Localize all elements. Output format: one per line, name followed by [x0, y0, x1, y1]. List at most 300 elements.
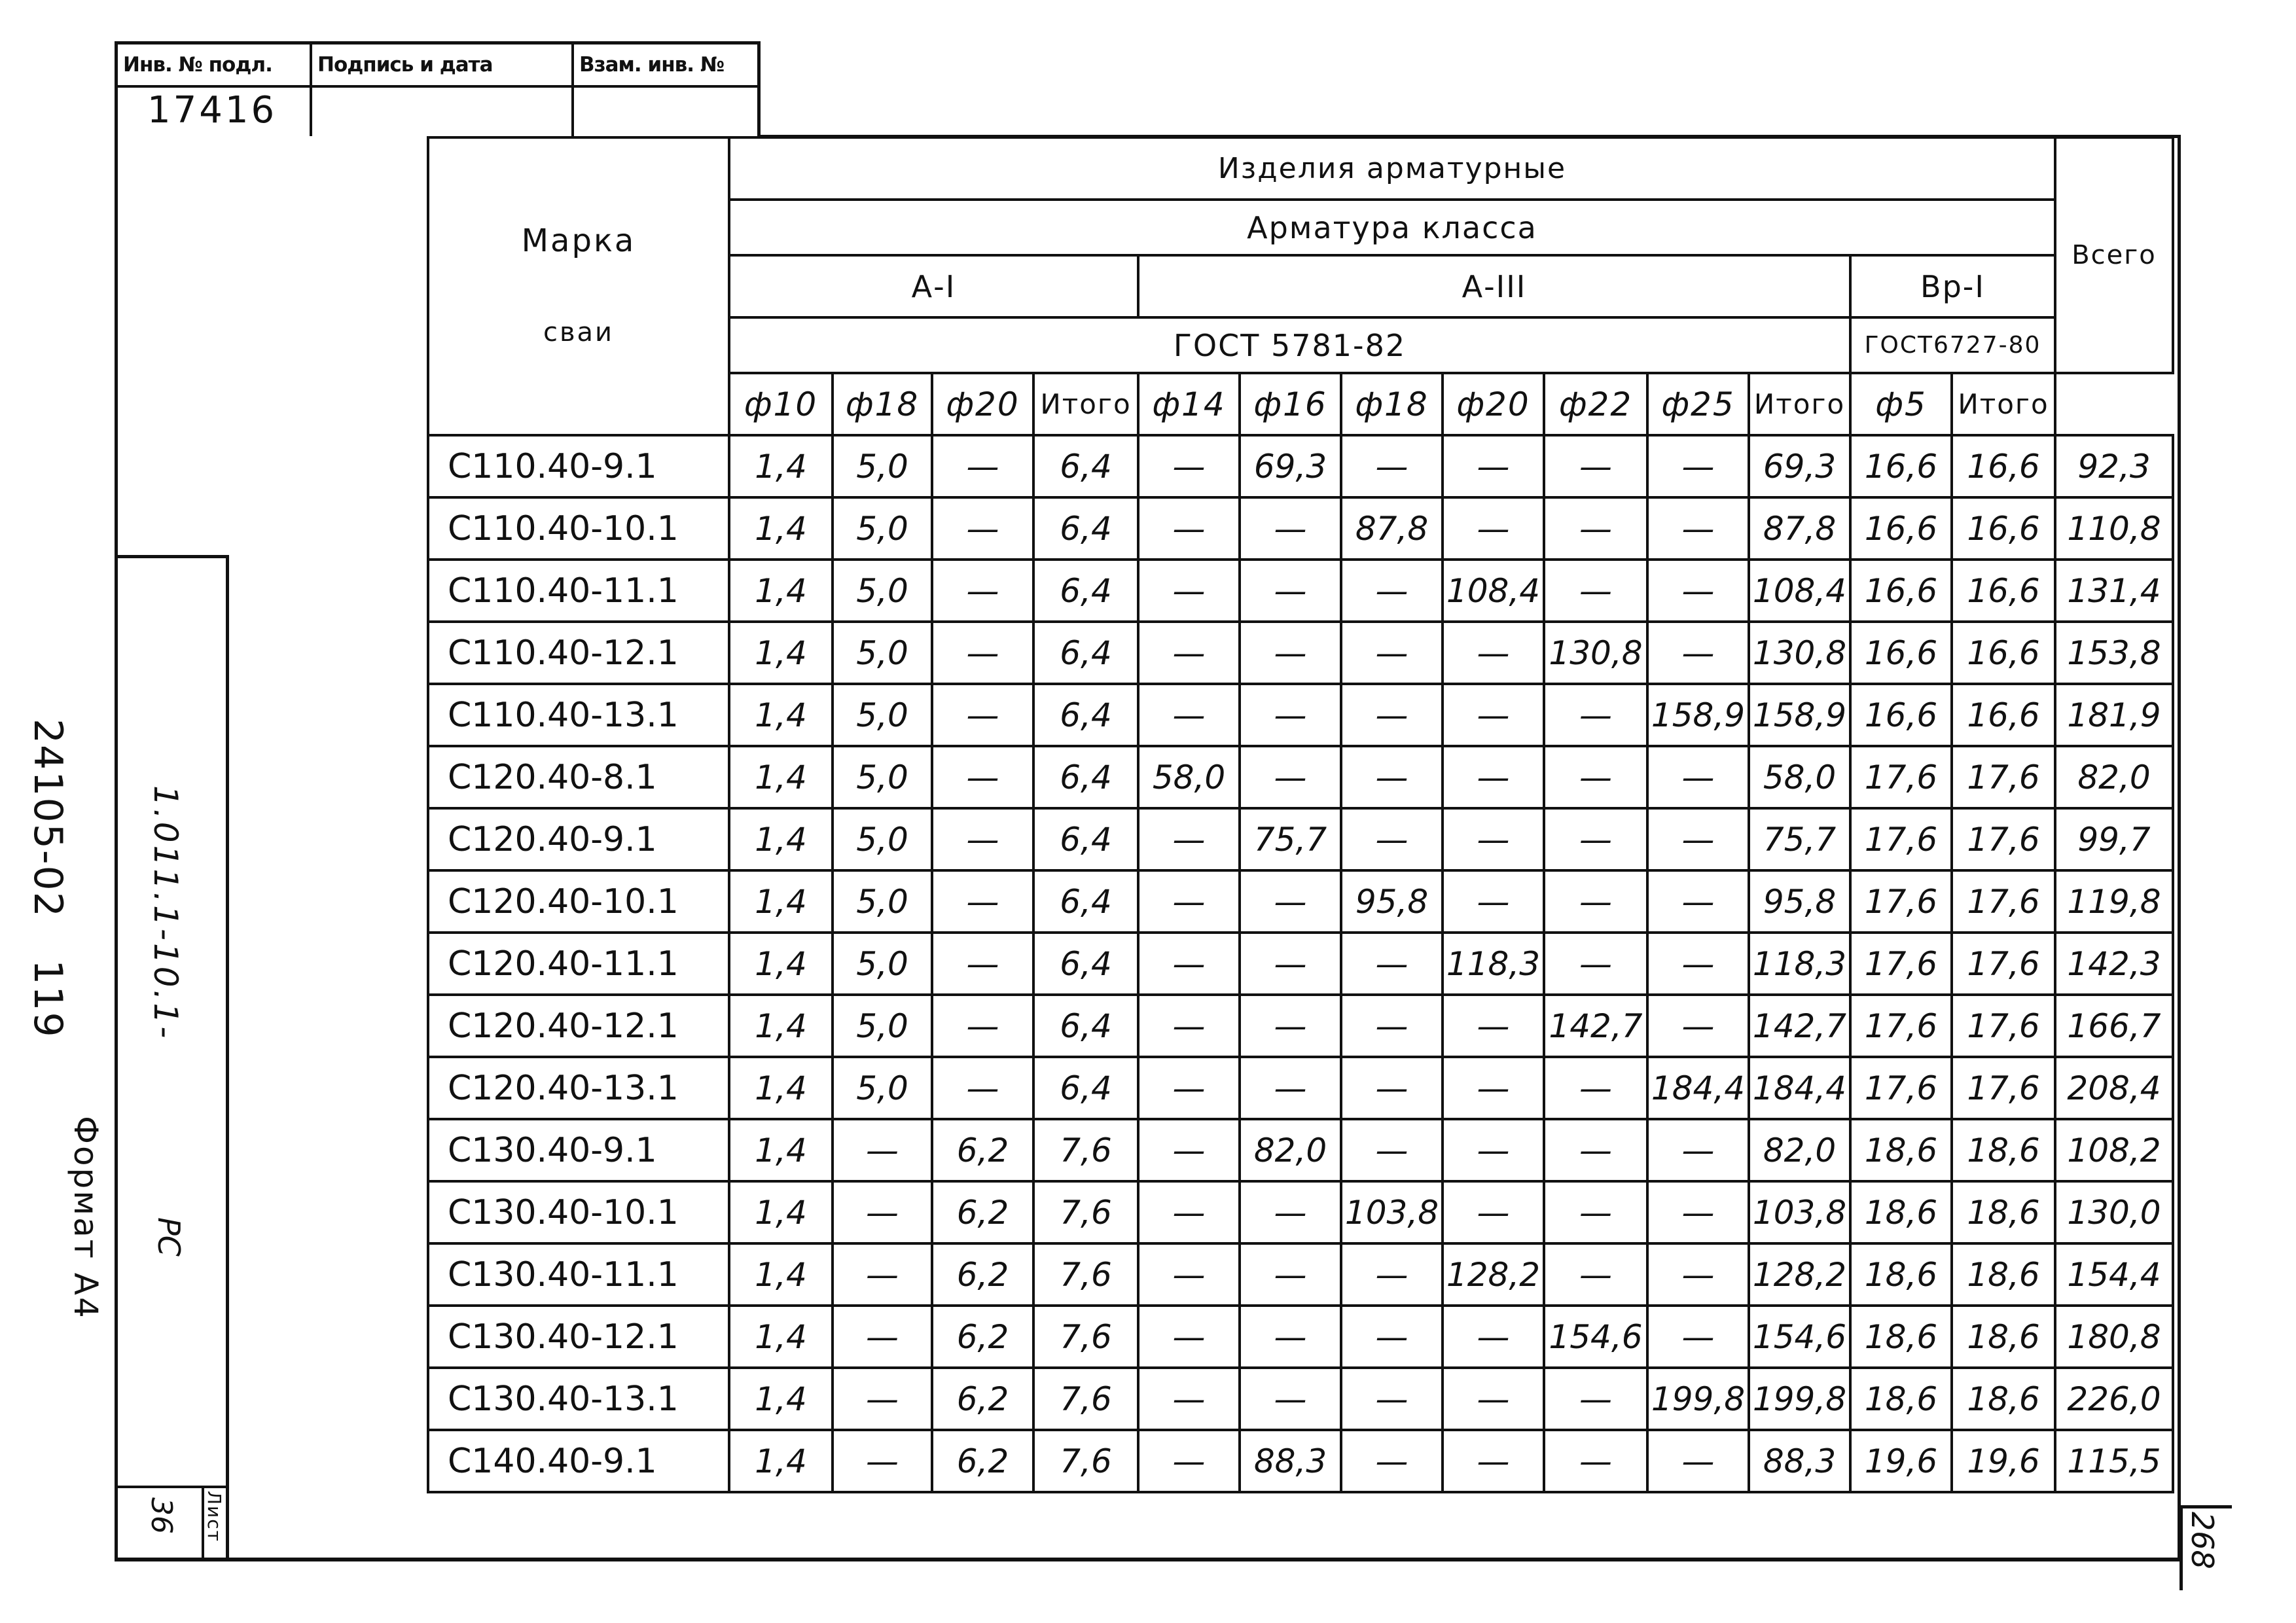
mass-cell: —: [932, 435, 1033, 497]
pile-mark-cell: С120.40-8.1: [428, 746, 729, 808]
mass-cell: 6,4: [1033, 1057, 1138, 1119]
mass-cell: —: [1341, 746, 1443, 808]
mass-cell: 1,4: [729, 1243, 833, 1306]
mass-cell: 131,4: [2055, 560, 2173, 622]
mass-cell: 199,8: [1647, 1368, 1749, 1430]
mass-cell: 16,6: [1850, 622, 1952, 684]
mass-cell: —: [1341, 808, 1443, 870]
mark-header: [428, 137, 729, 435]
mass-cell: —: [932, 808, 1033, 870]
mass-cell: —: [1138, 1119, 1240, 1181]
mass-cell: 1,4: [729, 1430, 833, 1492]
mass-cell: 6,2: [932, 1243, 1033, 1306]
table-row: [428, 933, 2173, 995]
document-code: [25, 719, 71, 1039]
mass-cell: 18,6: [1850, 1119, 1952, 1181]
mass-cell: 184,4: [1749, 1057, 1850, 1119]
mass-cell: —: [1647, 435, 1749, 497]
stamp-cell-replace: [574, 45, 761, 136]
mass-cell: —: [1647, 622, 1749, 684]
pile-mark-cell: С120.40-10.1: [428, 870, 729, 933]
col-d18-a1: ф18: [833, 373, 932, 435]
mass-cell: 17,6: [1850, 995, 1952, 1057]
mass-cell: 130,8: [1544, 622, 1647, 684]
mass-cell: 1,4: [729, 808, 833, 870]
mass-cell: —: [833, 1368, 932, 1430]
pile-mark-cell: С120.40-9.1: [428, 808, 729, 870]
mass-cell: —: [1443, 1181, 1544, 1243]
mass-cell: —: [1341, 933, 1443, 995]
mass-cell: 180,8: [2055, 1306, 2173, 1368]
mass-cell: —: [1647, 995, 1749, 1057]
mass-cell: 82,0: [2055, 746, 2173, 808]
mass-cell: —: [932, 933, 1033, 995]
mass-cell: 95,8: [1341, 870, 1443, 933]
mass-cell: 69,3: [1749, 435, 1850, 497]
mass-cell: 1,4: [729, 684, 833, 746]
mass-cell: —: [1544, 497, 1647, 560]
inventory-stamp: [115, 41, 761, 136]
mass-cell: 1,4: [729, 497, 833, 560]
mark-header-line2: сваи: [543, 317, 615, 348]
mass-cell: 75,7: [1240, 808, 1341, 870]
mass-cell: 18,6: [1952, 1181, 2055, 1243]
mass-cell: 82,0: [1749, 1119, 1850, 1181]
mass-cell: 6,2: [932, 1368, 1033, 1430]
mass-cell: 17,6: [1850, 1057, 1952, 1119]
mass-cell: 5,0: [833, 622, 932, 684]
mass-cell: —: [1443, 1057, 1544, 1119]
mass-cell: 1,4: [729, 995, 833, 1057]
mass-cell: 6,4: [1033, 622, 1138, 684]
mass-cell: 92,3: [2055, 435, 2173, 497]
mass-cell: —: [1647, 560, 1749, 622]
mass-cell: 128,2: [1443, 1243, 1544, 1306]
mass-cell: —: [1544, 870, 1647, 933]
table-row: [428, 995, 2173, 1057]
mass-cell: —: [1443, 746, 1544, 808]
mass-cell: 18,6: [1850, 1368, 1952, 1430]
mass-cell: 17,6: [1952, 1057, 2055, 1119]
col-total-bp1: Итого: [1952, 373, 2055, 435]
mass-cell: 5,0: [833, 435, 932, 497]
mass-cell: 103,8: [1749, 1181, 1850, 1243]
mass-cell: 18,6: [1952, 1119, 2055, 1181]
table-row: [428, 622, 2173, 684]
mass-cell: 5,0: [833, 933, 932, 995]
gost-bp-header: ГОСТ6727-80: [1850, 317, 2055, 373]
mass-cell: —: [1138, 1368, 1240, 1430]
mass-cell: 118,3: [1749, 933, 1850, 995]
mass-cell: 88,3: [1240, 1430, 1341, 1492]
mass-cell: 17,6: [1952, 746, 2055, 808]
mass-cell: 103,8: [1341, 1181, 1443, 1243]
mass-cell: —: [1544, 684, 1647, 746]
mass-cell: —: [1138, 933, 1240, 995]
mass-cell: —: [1341, 684, 1443, 746]
stamp-cell-signature: [312, 45, 574, 136]
mass-cell: 95,8: [1749, 870, 1850, 933]
mass-cell: —: [1647, 497, 1749, 560]
mass-cell: 1,4: [729, 560, 833, 622]
table-title: Изделия арматурные: [729, 137, 2055, 200]
mass-cell: 181,9: [2055, 684, 2173, 746]
mass-cell: 1,4: [729, 1306, 833, 1368]
mass-cell: 1,4: [729, 1181, 833, 1243]
mass-cell: —: [1341, 1430, 1443, 1492]
mass-cell: —: [932, 995, 1033, 1057]
class-bp1-header: Вр-I: [1850, 255, 2055, 317]
mass-cell: —: [1443, 1306, 1544, 1368]
mass-cell: —: [1341, 560, 1443, 622]
mass-cell: 184,4: [1647, 1057, 1749, 1119]
mass-cell: —: [1240, 560, 1341, 622]
mass-cell: —: [1443, 1430, 1544, 1492]
pile-mark-cell: С130.40-11.1: [428, 1243, 729, 1306]
mass-cell: 16,6: [1850, 684, 1952, 746]
pile-mark-cell: С110.40-12.1: [428, 622, 729, 684]
pile-mark-cell: С130.40-9.1: [428, 1119, 729, 1181]
mass-cell: —: [833, 1430, 932, 1492]
spec-table-body: [428, 435, 2173, 1492]
mass-cell: —: [932, 560, 1033, 622]
mass-cell: 17,6: [1952, 870, 2055, 933]
stamp-cell-inv: [118, 45, 312, 136]
sheet-number: 36: [145, 1497, 178, 1534]
mass-cell: —: [1647, 1306, 1749, 1368]
mass-cell: 16,6: [1952, 684, 2055, 746]
mass-cell: 6,4: [1033, 933, 1138, 995]
mass-cell: 6,4: [1033, 435, 1138, 497]
mass-cell: —: [1544, 435, 1647, 497]
mass-cell: —: [1647, 808, 1749, 870]
mass-cell: —: [1240, 1181, 1341, 1243]
mass-cell: —: [1647, 1430, 1749, 1492]
mass-cell: —: [1240, 995, 1341, 1057]
mass-cell: —: [1443, 622, 1544, 684]
mass-cell: 16,6: [1850, 497, 1952, 560]
mass-cell: 88,3: [1749, 1430, 1850, 1492]
mass-cell: 6,4: [1033, 684, 1138, 746]
mass-cell: —: [1544, 808, 1647, 870]
mass-cell: —: [932, 1057, 1033, 1119]
pile-mark-cell: С140.40-9.1: [428, 1430, 729, 1492]
mass-cell: 128,2: [1749, 1243, 1850, 1306]
col-d14-a3: ф14: [1138, 373, 1240, 435]
mass-cell: 108,2: [2055, 1119, 2173, 1181]
mass-cell: 87,8: [1341, 497, 1443, 560]
mass-cell: 6,4: [1033, 870, 1138, 933]
mass-cell: 7,6: [1033, 1243, 1138, 1306]
mass-cell: —: [1240, 1243, 1341, 1306]
mass-cell: —: [932, 497, 1033, 560]
mass-cell: —: [1138, 1243, 1240, 1306]
mass-cell: 1,4: [729, 746, 833, 808]
table-row: [428, 435, 2173, 497]
mass-cell: 118,3: [1443, 933, 1544, 995]
mass-cell: —: [1240, 870, 1341, 933]
page-corner-line-vertical: [2179, 1505, 2183, 1590]
mass-cell: 1,4: [729, 1368, 833, 1430]
mass-cell: 153,8: [2055, 622, 2173, 684]
mass-cell: —: [1138, 995, 1240, 1057]
frame-bottom-line: [115, 1558, 2179, 1561]
table-row: [428, 870, 2173, 933]
table-row: [428, 808, 2173, 870]
mass-cell: —: [1138, 1430, 1240, 1492]
mass-cell: —: [1544, 1430, 1647, 1492]
mass-cell: —: [1341, 1306, 1443, 1368]
mass-cell: —: [1138, 1306, 1240, 1368]
document-code-text: 24105-02: [25, 719, 71, 918]
mass-cell: —: [932, 684, 1033, 746]
mass-cell: 6,2: [932, 1430, 1033, 1492]
mass-cell: 18,6: [1952, 1368, 2055, 1430]
mass-cell: —: [1544, 1243, 1647, 1306]
mass-cell: —: [1138, 1181, 1240, 1243]
mass-cell: —: [1647, 1119, 1749, 1181]
col-d16-a3: ф16: [1240, 373, 1341, 435]
mass-cell: —: [1341, 1057, 1443, 1119]
mass-cell: 1,4: [729, 1119, 833, 1181]
mass-cell: 5,0: [833, 870, 932, 933]
pile-mark-cell: С130.40-10.1: [428, 1181, 729, 1243]
mass-cell: —: [1240, 933, 1341, 995]
mass-cell: 87,8: [1749, 497, 1850, 560]
mass-cell: 130,8: [1749, 622, 1850, 684]
mass-cell: 6,2: [932, 1181, 1033, 1243]
table-row: [428, 746, 2173, 808]
col-d25-a3: ф25: [1647, 373, 1749, 435]
total-header: Всего: [2055, 137, 2173, 373]
title-strip: [115, 555, 229, 1561]
mass-cell: 16,6: [1952, 497, 2055, 560]
paper-format: Формат А4: [67, 1116, 105, 1320]
mass-cell: —: [1138, 870, 1240, 933]
mass-cell: 6,4: [1033, 560, 1138, 622]
mass-cell: 130,0: [2055, 1181, 2173, 1243]
mass-cell: 58,0: [1138, 746, 1240, 808]
mass-cell: —: [1341, 1368, 1443, 1430]
mass-cell: —: [1443, 1368, 1544, 1430]
mass-cell: 5,0: [833, 808, 932, 870]
col-d5-bp1: ф5: [1850, 373, 1952, 435]
pile-mark-cell: С120.40-13.1: [428, 1057, 729, 1119]
mass-cell: —: [1240, 1057, 1341, 1119]
mass-cell: 18,6: [1850, 1306, 1952, 1368]
mass-cell: 5,0: [833, 497, 932, 560]
mass-cell: —: [1240, 497, 1341, 560]
mass-cell: 82,0: [1240, 1119, 1341, 1181]
pile-mark-cell: С110.40-9.1: [428, 435, 729, 497]
pile-mark-cell: С110.40-11.1: [428, 560, 729, 622]
mass-cell: 16,6: [1850, 435, 1952, 497]
mass-cell: 166,7: [2055, 995, 2173, 1057]
mass-cell: 17,6: [1850, 746, 1952, 808]
series-suffix: РС: [151, 1217, 187, 1257]
col-d18-a3: ф18: [1341, 373, 1443, 435]
mass-cell: —: [1443, 808, 1544, 870]
mass-cell: —: [1138, 497, 1240, 560]
mass-cell: —: [1443, 684, 1544, 746]
pile-mark-cell: С120.40-12.1: [428, 995, 729, 1057]
table-row: [428, 1306, 2173, 1368]
stamp-header-signature: Подпись и дата: [312, 45, 571, 88]
mass-cell: 142,3: [2055, 933, 2173, 995]
pile-mark-cell: С130.40-12.1: [428, 1306, 729, 1368]
table-row: [428, 560, 2173, 622]
table-row: [428, 497, 2173, 560]
mass-cell: —: [1544, 933, 1647, 995]
frame-right-line: [2178, 135, 2181, 1561]
mass-cell: 7,6: [1033, 1368, 1138, 1430]
col-total-a1: Итого: [1033, 373, 1138, 435]
mass-cell: 99,7: [2055, 808, 2173, 870]
mass-cell: —: [1647, 1243, 1749, 1306]
mass-cell: 16,6: [1952, 435, 2055, 497]
mass-cell: 18,6: [1850, 1243, 1952, 1306]
col-total-a3: Итого: [1749, 373, 1850, 435]
mass-cell: 17,6: [1850, 870, 1952, 933]
mass-cell: 208,4: [2055, 1057, 2173, 1119]
rebar-spec-table: [427, 136, 2174, 1493]
mass-cell: 17,6: [1850, 933, 1952, 995]
mass-cell: —: [1544, 746, 1647, 808]
mass-cell: 6,2: [932, 1119, 1033, 1181]
mass-cell: —: [932, 622, 1033, 684]
mass-cell: 108,4: [1749, 560, 1850, 622]
mass-cell: —: [1138, 808, 1240, 870]
table-row: [428, 1057, 2173, 1119]
mass-cell: 1,4: [729, 933, 833, 995]
pile-mark-cell: С130.40-13.1: [428, 1368, 729, 1430]
mass-cell: 5,0: [833, 1057, 932, 1119]
pile-mark-cell: С110.40-13.1: [428, 684, 729, 746]
mass-cell: —: [1240, 622, 1341, 684]
mass-cell: 1,4: [729, 435, 833, 497]
mass-cell: 119,8: [2055, 870, 2173, 933]
mass-cell: 17,6: [1952, 808, 2055, 870]
mass-cell: —: [1443, 995, 1544, 1057]
mass-cell: —: [932, 746, 1033, 808]
mass-cell: —: [1647, 933, 1749, 995]
mass-cell: 142,7: [1544, 995, 1647, 1057]
mass-cell: 7,6: [1033, 1430, 1138, 1492]
mass-cell: —: [932, 870, 1033, 933]
mass-cell: 16,6: [1850, 560, 1952, 622]
mass-cell: —: [1544, 1368, 1647, 1430]
table-row: [428, 1119, 2173, 1181]
table-row: [428, 1368, 2173, 1430]
mass-cell: 6,2: [932, 1306, 1033, 1368]
mass-cell: 19,6: [1850, 1430, 1952, 1492]
mass-cell: 17,6: [1850, 808, 1952, 870]
mass-cell: 18,6: [1952, 1243, 2055, 1306]
mass-cell: —: [1544, 1181, 1647, 1243]
mass-cell: —: [1544, 1057, 1647, 1119]
mass-cell: —: [833, 1243, 932, 1306]
mass-cell: —: [1341, 435, 1443, 497]
mass-cell: —: [1240, 684, 1341, 746]
page-corner-line: [2179, 1505, 2232, 1508]
mass-cell: —: [833, 1306, 932, 1368]
sheet-label: Лист: [204, 1491, 225, 1543]
mass-cell: —: [1240, 746, 1341, 808]
mass-cell: 154,6: [1749, 1306, 1850, 1368]
mass-cell: —: [1544, 560, 1647, 622]
mass-cell: 158,9: [1749, 684, 1850, 746]
mass-cell: 16,6: [1952, 560, 2055, 622]
mass-cell: —: [1341, 995, 1443, 1057]
mass-cell: 108,4: [1443, 560, 1544, 622]
mass-cell: 115,5: [2055, 1430, 2173, 1492]
mass-cell: —: [1647, 1181, 1749, 1243]
mass-cell: 69,3: [1240, 435, 1341, 497]
mass-cell: 7,6: [1033, 1306, 1138, 1368]
mass-cell: —: [1138, 622, 1240, 684]
col-d22-a3: ф22: [1544, 373, 1647, 435]
mass-cell: 17,6: [1952, 995, 2055, 1057]
mass-cell: —: [1443, 497, 1544, 560]
mass-cell: 6,4: [1033, 808, 1138, 870]
mass-cell: —: [1647, 870, 1749, 933]
mass-cell: —: [1341, 1119, 1443, 1181]
mass-cell: 226,0: [2055, 1368, 2173, 1430]
mass-cell: —: [1443, 1119, 1544, 1181]
stamp-header-replace: Взам. инв. №: [574, 45, 761, 88]
mass-cell: 1,4: [729, 870, 833, 933]
mass-cell: 6,4: [1033, 995, 1138, 1057]
series-code: 1.011.1-10.1-: [147, 785, 185, 1041]
sheet-ref-text: 119: [25, 959, 71, 1039]
table-row: [428, 1181, 2173, 1243]
mass-cell: 154,6: [1544, 1306, 1647, 1368]
mass-cell: 110,8: [2055, 497, 2173, 560]
mass-cell: 7,6: [1033, 1119, 1138, 1181]
mass-cell: 17,6: [1952, 933, 2055, 995]
stamp-header-inv: Инв. № подл.: [118, 45, 310, 88]
table-subtitle: Арматура класса: [729, 200, 2055, 255]
mass-cell: 18,6: [1850, 1181, 1952, 1243]
mass-cell: 5,0: [833, 746, 932, 808]
mass-cell: —: [1341, 622, 1443, 684]
class-a1-header: А-I: [729, 255, 1138, 317]
col-d10-a1: ф10: [729, 373, 833, 435]
table-row: [428, 1430, 2173, 1492]
mass-cell: —: [1341, 1243, 1443, 1306]
class-a3-header: А-III: [1138, 255, 1850, 317]
mass-cell: 7,6: [1033, 1181, 1138, 1243]
mass-cell: 5,0: [833, 560, 932, 622]
mass-cell: 1,4: [729, 622, 833, 684]
mass-cell: —: [1138, 435, 1240, 497]
mass-cell: —: [833, 1181, 932, 1243]
mass-cell: —: [1138, 684, 1240, 746]
mass-cell: 16,6: [1952, 622, 2055, 684]
mass-cell: —: [1443, 870, 1544, 933]
pile-mark-cell: С120.40-11.1: [428, 933, 729, 995]
mark-header-line1: Марка: [521, 222, 636, 259]
mass-cell: 158,9: [1647, 684, 1749, 746]
mass-cell: 154,4: [2055, 1243, 2173, 1306]
mass-cell: 5,0: [833, 684, 932, 746]
mass-cell: —: [1544, 1119, 1647, 1181]
stamp-inv-number: 17416: [147, 89, 278, 132]
col-d20-a3: ф20: [1443, 373, 1544, 435]
mass-cell: 6,4: [1033, 746, 1138, 808]
mass-cell: —: [833, 1119, 932, 1181]
pile-mark-cell: С110.40-10.1: [428, 497, 729, 560]
